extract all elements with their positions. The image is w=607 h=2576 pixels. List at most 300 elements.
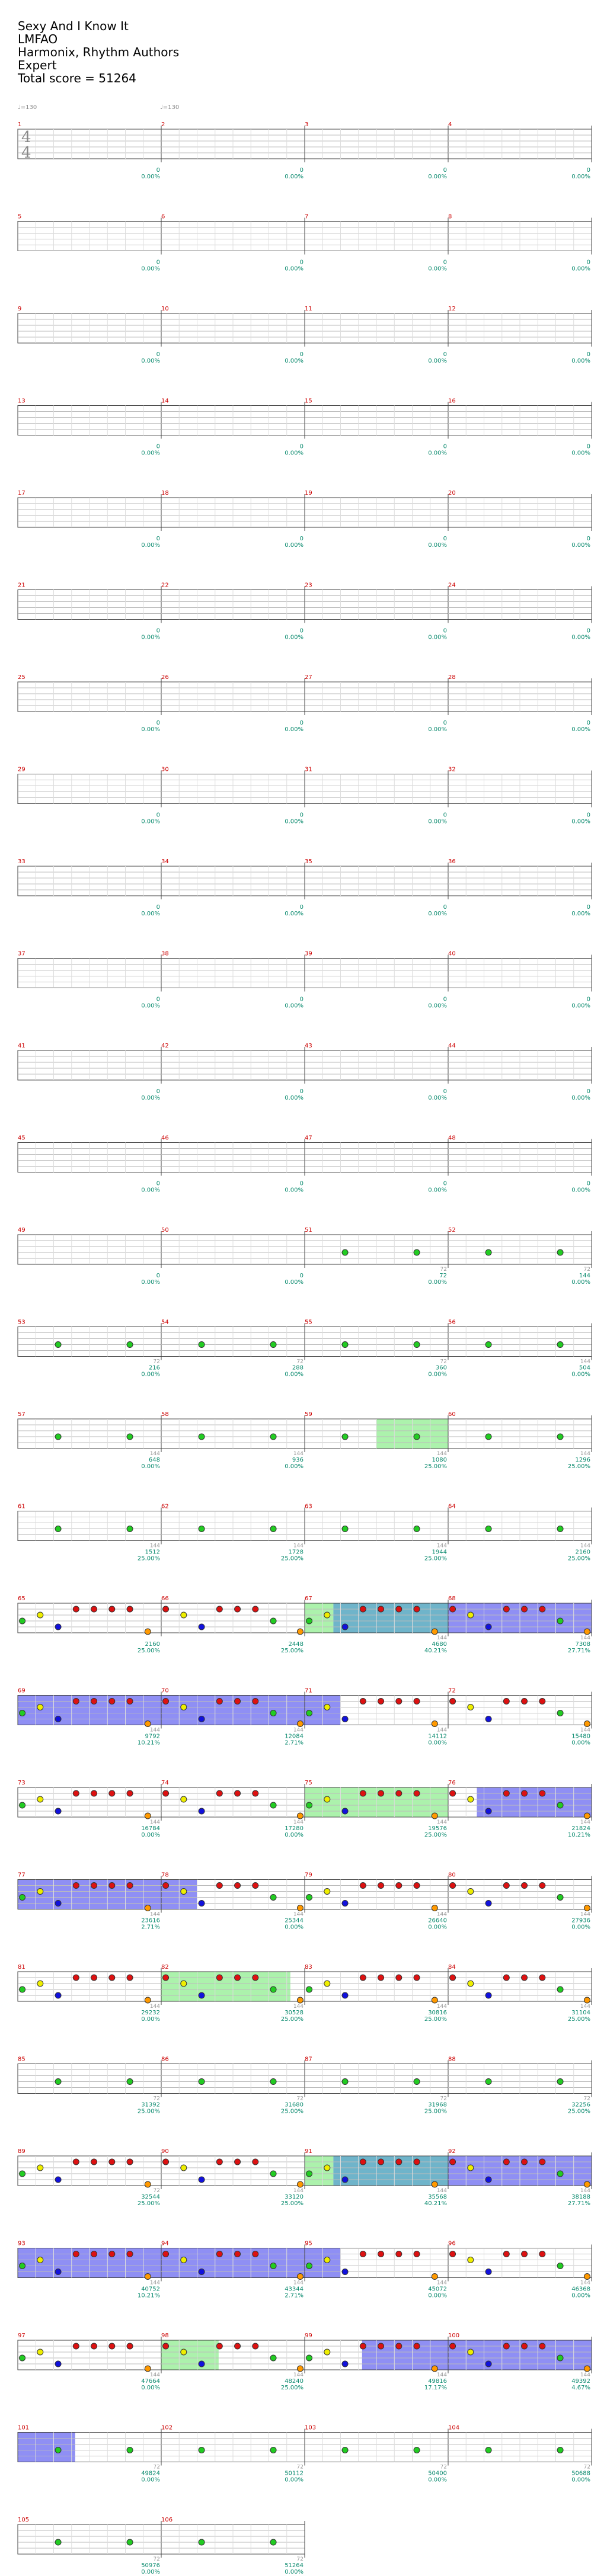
measure-percent: 0.00% bbox=[428, 358, 447, 364]
note-gem bbox=[557, 1434, 563, 1440]
note-gem bbox=[450, 1790, 456, 1796]
note-gem bbox=[485, 2447, 491, 2453]
measure-max-score: 144 bbox=[436, 2280, 447, 2286]
measure-max-score: 72 bbox=[296, 2096, 304, 2102]
measure-percent: 25.00% bbox=[280, 2016, 304, 2023]
note-gem bbox=[127, 2159, 133, 2165]
note-gem bbox=[91, 2251, 97, 2257]
note-gem bbox=[539, 1975, 545, 1981]
measure-percent: 25.00% bbox=[280, 2108, 304, 2115]
measure-percent: 0.00% bbox=[285, 1187, 304, 1194]
note-gem bbox=[503, 1883, 509, 1889]
note-gem bbox=[91, 1606, 97, 1612]
note-gem bbox=[216, 2159, 222, 2165]
measure-number: 16 bbox=[448, 398, 456, 405]
measure-percent: 25.00% bbox=[424, 2108, 447, 2115]
measure-percent: 0.00% bbox=[571, 450, 590, 457]
measure-number: 23 bbox=[305, 582, 312, 589]
measure-max-score: 144 bbox=[580, 1359, 590, 1365]
note-gem bbox=[432, 1997, 437, 2003]
measure-number: 33 bbox=[18, 858, 25, 865]
measure-percent: 0.00% bbox=[285, 1371, 304, 1378]
note-gem bbox=[127, 1526, 133, 1532]
measure-score: 32544 bbox=[141, 2194, 160, 2200]
measure-score: 0 bbox=[586, 904, 590, 911]
note-gem bbox=[432, 1813, 437, 1819]
note-gem bbox=[432, 2366, 437, 2372]
measure-score: 26640 bbox=[428, 1917, 447, 1924]
note-gem bbox=[20, 2355, 25, 2361]
note-gem bbox=[557, 2079, 563, 2085]
note-gem bbox=[584, 2366, 590, 2372]
note-gem bbox=[127, 2251, 133, 2257]
note-gem bbox=[235, 1790, 241, 1796]
measure-number: 21 bbox=[18, 582, 25, 589]
note-gem bbox=[306, 1987, 312, 1992]
note-gem bbox=[127, 2539, 133, 2545]
measure-score: 21824 bbox=[571, 1825, 590, 1832]
note-gem bbox=[414, 1342, 420, 1348]
measure-number: 69 bbox=[18, 1687, 25, 1694]
measure-score: 0 bbox=[443, 904, 447, 911]
measure-max-score: 72 bbox=[296, 2556, 304, 2562]
note-gem bbox=[485, 1808, 491, 1814]
measure-max-score: 144 bbox=[580, 1819, 590, 1825]
note-gem bbox=[360, 1790, 366, 1796]
note-gem bbox=[297, 1905, 303, 1911]
note-gem bbox=[503, 1975, 509, 1981]
note-gem bbox=[557, 1342, 563, 1348]
note-gem bbox=[539, 2159, 545, 2165]
note-gem bbox=[20, 1987, 25, 1992]
note-gem bbox=[163, 1790, 169, 1796]
note-gem bbox=[306, 1802, 312, 1808]
note-gem bbox=[253, 2159, 258, 2165]
measure-percent: 0.00% bbox=[571, 174, 590, 180]
measure-score: 12084 bbox=[285, 1733, 304, 1740]
note-gem bbox=[522, 2159, 528, 2165]
measure-max-score: 144 bbox=[436, 2004, 447, 2010]
measure-score: 0 bbox=[586, 996, 590, 1003]
measure-score: 0 bbox=[299, 259, 304, 266]
note-gem bbox=[270, 2539, 276, 2545]
note-gem bbox=[360, 2251, 366, 2257]
note-gem bbox=[557, 1710, 563, 1716]
note-gem bbox=[468, 1889, 474, 1895]
note-gem bbox=[557, 1526, 563, 1532]
note-gem bbox=[163, 2343, 169, 2349]
note-gem bbox=[20, 1895, 25, 1901]
note-gem bbox=[235, 1606, 241, 1612]
note-gem bbox=[584, 1721, 590, 1727]
measure-score: 216 bbox=[148, 1364, 160, 1372]
measure-percent: 25.00% bbox=[424, 1555, 447, 1562]
measure-score: 0 bbox=[156, 904, 160, 911]
measure-percent: 0.00% bbox=[285, 174, 304, 180]
measure-number: 98 bbox=[161, 2333, 169, 2339]
note-gem bbox=[557, 1895, 563, 1901]
measure-score: 29232 bbox=[141, 2010, 160, 2016]
note-gem bbox=[270, 1895, 276, 1901]
measure-percent: 0.00% bbox=[571, 1002, 590, 1010]
measure-max-score: 72 bbox=[440, 2096, 447, 2102]
measure-number: 13 bbox=[18, 398, 25, 405]
measure-percent: 0.00% bbox=[285, 2569, 304, 2575]
measure-score: 0 bbox=[443, 1180, 447, 1187]
note-gem bbox=[270, 1987, 276, 1992]
measure-number: 83 bbox=[305, 1964, 312, 1971]
measure-score: 0 bbox=[299, 720, 304, 726]
note-gem bbox=[37, 1889, 43, 1895]
note-gem bbox=[360, 2343, 366, 2349]
note-gem bbox=[91, 1883, 97, 1889]
note-gem bbox=[306, 1618, 312, 1624]
note-gem bbox=[181, 2257, 187, 2263]
note-gem bbox=[109, 1699, 115, 1704]
measure-percent: 0.00% bbox=[428, 542, 447, 549]
overdrive-phrase bbox=[161, 1972, 290, 2001]
measure-number: 42 bbox=[161, 1043, 169, 1049]
note-gem bbox=[297, 1629, 303, 1635]
song-title: Sexy And I Know It bbox=[18, 19, 129, 33]
measure-number: 70 bbox=[161, 1687, 169, 1694]
note-gem bbox=[396, 2343, 402, 2349]
measure-number: 37 bbox=[18, 950, 25, 957]
measure-score: 0 bbox=[443, 812, 447, 819]
measure-percent: 25.00% bbox=[137, 2108, 160, 2115]
song-difficulty: Expert bbox=[18, 58, 57, 72]
note-gem bbox=[584, 2181, 590, 2187]
note-gem bbox=[37, 2165, 43, 2171]
note-gem bbox=[342, 1342, 348, 1348]
note-gem bbox=[324, 2257, 330, 2263]
measure-max-score: 144 bbox=[580, 1635, 590, 1641]
solo-section bbox=[477, 1787, 592, 1817]
note-gem bbox=[378, 1606, 384, 1612]
note-gem bbox=[55, 2177, 61, 2183]
measure-number: 10 bbox=[161, 306, 169, 312]
note-gem bbox=[557, 2263, 563, 2269]
measure-max-score: 72 bbox=[153, 2556, 160, 2562]
measure-score: 0 bbox=[156, 167, 160, 174]
measure-max-score: 72 bbox=[583, 2464, 590, 2471]
measure-number: 19 bbox=[305, 490, 312, 496]
note-gem bbox=[539, 1699, 545, 1704]
measure-percent: 25.00% bbox=[280, 2385, 304, 2391]
measure-percent: 0.00% bbox=[571, 1279, 590, 1286]
note-gem bbox=[37, 2257, 43, 2263]
measure-percent: 0.00% bbox=[285, 358, 304, 364]
measure-score: 0 bbox=[586, 1088, 590, 1095]
note-gem bbox=[270, 2447, 276, 2453]
note-gem bbox=[91, 1975, 97, 1981]
note-gem bbox=[145, 1721, 151, 1727]
note-gem bbox=[253, 1883, 258, 1889]
measure-number: 55 bbox=[305, 1319, 312, 1326]
note-gem bbox=[55, 2539, 61, 2545]
measure-number: 77 bbox=[18, 1872, 25, 1879]
note-gem bbox=[297, 1721, 303, 1727]
measure-percent: 0.00% bbox=[285, 1095, 304, 1101]
measure-percent: 40.21% bbox=[424, 1648, 447, 1654]
note-gem bbox=[432, 1629, 437, 1635]
note-gem bbox=[216, 1699, 222, 1704]
measure-number: 49 bbox=[18, 1227, 25, 1233]
measure-percent: 25.00% bbox=[567, 2016, 590, 2023]
measure-number: 9 bbox=[18, 306, 22, 312]
note-gem bbox=[253, 1699, 258, 1704]
measure-percent: 25.00% bbox=[424, 1832, 447, 1838]
solo-section bbox=[18, 2433, 75, 2462]
measure-number: 52 bbox=[448, 1227, 456, 1233]
measure-score: 4680 bbox=[432, 1641, 447, 1648]
measure-score: 360 bbox=[435, 1364, 447, 1372]
measure-percent: 0.00% bbox=[571, 1187, 590, 1194]
note-gem bbox=[55, 1992, 61, 1998]
measure-number: 67 bbox=[305, 1595, 312, 1602]
note-gem bbox=[127, 2447, 133, 2453]
measure-number: 86 bbox=[161, 2056, 169, 2063]
measure-score: 0 bbox=[156, 536, 160, 542]
note-gem bbox=[503, 2159, 509, 2165]
note-gem bbox=[199, 1716, 205, 1722]
note-gem bbox=[55, 2269, 61, 2275]
measure-score: 31392 bbox=[141, 2101, 160, 2109]
measure-number: 102 bbox=[161, 2424, 173, 2431]
note-gem bbox=[396, 1699, 402, 1704]
note-gem bbox=[270, 2263, 276, 2269]
note-gem bbox=[181, 1796, 187, 1802]
measure-score: 0 bbox=[443, 259, 447, 266]
measure-percent: 0.00% bbox=[571, 1095, 590, 1101]
measure-percent: 0.00% bbox=[141, 1463, 160, 1470]
note-gem bbox=[145, 1813, 151, 1819]
note-gem bbox=[199, 1342, 205, 1348]
note-gem bbox=[539, 1606, 545, 1612]
measure-number: 17 bbox=[18, 490, 25, 496]
measure-percent: 0.00% bbox=[141, 1095, 160, 1101]
measure-score: 14112 bbox=[428, 1733, 447, 1740]
measure-number: 32 bbox=[448, 766, 456, 773]
note-gem bbox=[557, 2447, 563, 2453]
measure-percent: 25.00% bbox=[280, 1648, 304, 1654]
note-gem bbox=[145, 1905, 151, 1911]
note-gem bbox=[37, 1981, 43, 1987]
measure-percent: 0.00% bbox=[428, 1095, 447, 1101]
measure-percent: 0.00% bbox=[141, 634, 160, 641]
measure-percent: 0.00% bbox=[428, 265, 447, 273]
measure-max-score: 144 bbox=[580, 2188, 590, 2194]
note-gem bbox=[584, 1905, 590, 1911]
note-gem bbox=[55, 1624, 61, 1630]
measure-score: 0 bbox=[443, 351, 447, 358]
note-gem bbox=[235, 2343, 241, 2349]
measure-percent: 0.00% bbox=[571, 358, 590, 364]
note-gem bbox=[450, 1975, 456, 1981]
measure-score: 0 bbox=[443, 536, 447, 542]
note-gem bbox=[396, 1883, 402, 1889]
measure-percent: 25.00% bbox=[567, 1555, 590, 1562]
measure-max-score: 144 bbox=[436, 2372, 447, 2378]
note-gem bbox=[324, 1981, 330, 1987]
note-gem bbox=[396, 2251, 402, 2257]
note-gem bbox=[55, 2079, 61, 2085]
measure-percent: 2.71% bbox=[285, 1739, 304, 1747]
note-gem bbox=[199, 2177, 205, 2183]
note-gem bbox=[91, 1699, 97, 1704]
note-gem bbox=[109, 1790, 115, 1796]
note-gem bbox=[127, 1434, 133, 1440]
note-gem bbox=[55, 1716, 61, 1722]
note-gem bbox=[199, 2269, 205, 2275]
time-signature-bottom: 4 bbox=[21, 144, 31, 162]
measure-number: 99 bbox=[305, 2333, 312, 2339]
note-gem bbox=[181, 1612, 187, 1618]
measure-number: 20 bbox=[448, 490, 456, 496]
note-gem bbox=[450, 2159, 456, 2165]
note-gem bbox=[360, 1699, 366, 1704]
measure-percent: 0.00% bbox=[428, 911, 447, 917]
measure-score: 0 bbox=[443, 627, 447, 635]
measure-percent: 25.00% bbox=[567, 1463, 590, 1470]
measure-percent: 0.00% bbox=[285, 1924, 304, 1931]
measure-percent: 25.00% bbox=[567, 2108, 590, 2115]
measure-max-score: 144 bbox=[436, 1819, 447, 1825]
measure-score: 51264 bbox=[285, 2562, 304, 2569]
note-gem bbox=[270, 1802, 276, 1808]
measure-max-score: 144 bbox=[293, 2280, 304, 2286]
note-gem bbox=[324, 1796, 330, 1802]
note-gem bbox=[297, 2366, 303, 2372]
note-gem bbox=[181, 2349, 187, 2355]
measure-number: 38 bbox=[161, 950, 169, 957]
note-gem bbox=[235, 1975, 241, 1981]
measure-number: 56 bbox=[448, 1319, 456, 1326]
note-gem bbox=[557, 2171, 563, 2177]
note-gem bbox=[297, 2181, 303, 2187]
measure-score: 0 bbox=[156, 812, 160, 819]
measure-percent: 0.00% bbox=[571, 265, 590, 273]
measure-number: 97 bbox=[18, 2333, 25, 2339]
measure-number: 27 bbox=[305, 674, 312, 681]
measure-number: 51 bbox=[305, 1227, 312, 1233]
measure-number: 50 bbox=[161, 1227, 169, 1233]
measure-score: 45072 bbox=[428, 2286, 447, 2293]
note-gem bbox=[163, 1975, 169, 1981]
note-gem bbox=[20, 2171, 25, 2177]
measure-number: 68 bbox=[448, 1595, 456, 1602]
measure-max-score: 72 bbox=[153, 2188, 160, 2194]
note-gem bbox=[199, 1808, 205, 1814]
note-gem bbox=[235, 2251, 241, 2257]
measure-score: 0 bbox=[299, 904, 304, 911]
note-gem bbox=[485, 1901, 491, 1907]
measure-percent: 27.71% bbox=[567, 2200, 590, 2207]
measure-number: 106 bbox=[161, 2517, 173, 2523]
note-gem bbox=[55, 2447, 61, 2453]
note-gem bbox=[522, 2343, 528, 2349]
note-gem bbox=[450, 1883, 456, 1889]
note-gem bbox=[73, 1883, 79, 1889]
measure-number: 28 bbox=[448, 674, 456, 681]
measure-percent: 0.00% bbox=[571, 542, 590, 549]
note-gem bbox=[109, 2159, 115, 2165]
note-gem bbox=[360, 1883, 366, 1889]
note-gem bbox=[199, 1992, 205, 1998]
note-gem bbox=[584, 2274, 590, 2280]
measure-score: 0 bbox=[586, 167, 590, 174]
measure-score: 49816 bbox=[428, 2378, 447, 2385]
measure-score: 288 bbox=[292, 1364, 304, 1372]
note-gem bbox=[181, 2165, 187, 2171]
measure-number: 40 bbox=[448, 950, 456, 957]
note-gem bbox=[378, 2159, 384, 2165]
measure-percent: 0.00% bbox=[571, 2476, 590, 2484]
note-gem bbox=[522, 1883, 528, 1889]
note-gem bbox=[485, 1249, 491, 1255]
note-gem bbox=[270, 2171, 276, 2177]
measure-score: 50112 bbox=[285, 2470, 304, 2477]
note-gem bbox=[342, 2447, 348, 2453]
note-gem bbox=[163, 2159, 169, 2165]
measure-number: 5 bbox=[18, 213, 22, 220]
measure-percent: 0.00% bbox=[571, 1371, 590, 1378]
note-gem bbox=[199, 1901, 205, 1907]
measure-number: 18 bbox=[161, 490, 169, 496]
note-gem bbox=[216, 1883, 222, 1889]
note-gem bbox=[557, 1249, 563, 1255]
measure-number: 90 bbox=[161, 2148, 169, 2155]
overdrive-phrase bbox=[333, 2156, 448, 2186]
measure-score: 40752 bbox=[141, 2286, 160, 2293]
note-gem bbox=[324, 2349, 330, 2355]
measure-percent: 0.00% bbox=[428, 634, 447, 641]
note-gem bbox=[485, 2269, 491, 2275]
measure-percent: 10.21% bbox=[137, 2292, 160, 2299]
measure-number: 31 bbox=[305, 766, 312, 773]
measure-percent: 0.00% bbox=[285, 450, 304, 457]
measure-score: 0 bbox=[156, 351, 160, 358]
measure-percent: 0.00% bbox=[141, 542, 160, 549]
measure-percent: 0.00% bbox=[141, 1371, 160, 1378]
measure-score: 0 bbox=[443, 1088, 447, 1095]
note-gem bbox=[37, 2349, 43, 2355]
measure-number: 64 bbox=[448, 1503, 456, 1510]
measure-percent: 0.00% bbox=[571, 818, 590, 825]
measure-score: 0 bbox=[586, 259, 590, 266]
note-gem bbox=[73, 1790, 79, 1796]
measure-score: 0 bbox=[586, 351, 590, 358]
note-gem bbox=[468, 2349, 474, 2355]
measure-max-score: 144 bbox=[436, 1911, 447, 1918]
measure-percent: 10.21% bbox=[567, 1832, 590, 1838]
note-gem bbox=[342, 1526, 348, 1532]
note-gem bbox=[181, 1704, 187, 1710]
measure-number: 71 bbox=[305, 1687, 312, 1694]
measure-number: 35 bbox=[305, 858, 312, 865]
note-gem bbox=[485, 1992, 491, 1998]
note-gem bbox=[145, 2274, 151, 2280]
note-gem bbox=[414, 1606, 420, 1612]
measure-number: 48 bbox=[448, 1135, 456, 1142]
note-gem bbox=[270, 1618, 276, 1624]
note-gem bbox=[342, 2177, 348, 2183]
note-gem bbox=[522, 1606, 528, 1612]
note-gem bbox=[37, 1704, 43, 1710]
measure-max-score: 144 bbox=[149, 1543, 160, 1549]
measure-max-score: 72 bbox=[583, 1267, 590, 1273]
measure-score: 31680 bbox=[285, 2101, 304, 2109]
